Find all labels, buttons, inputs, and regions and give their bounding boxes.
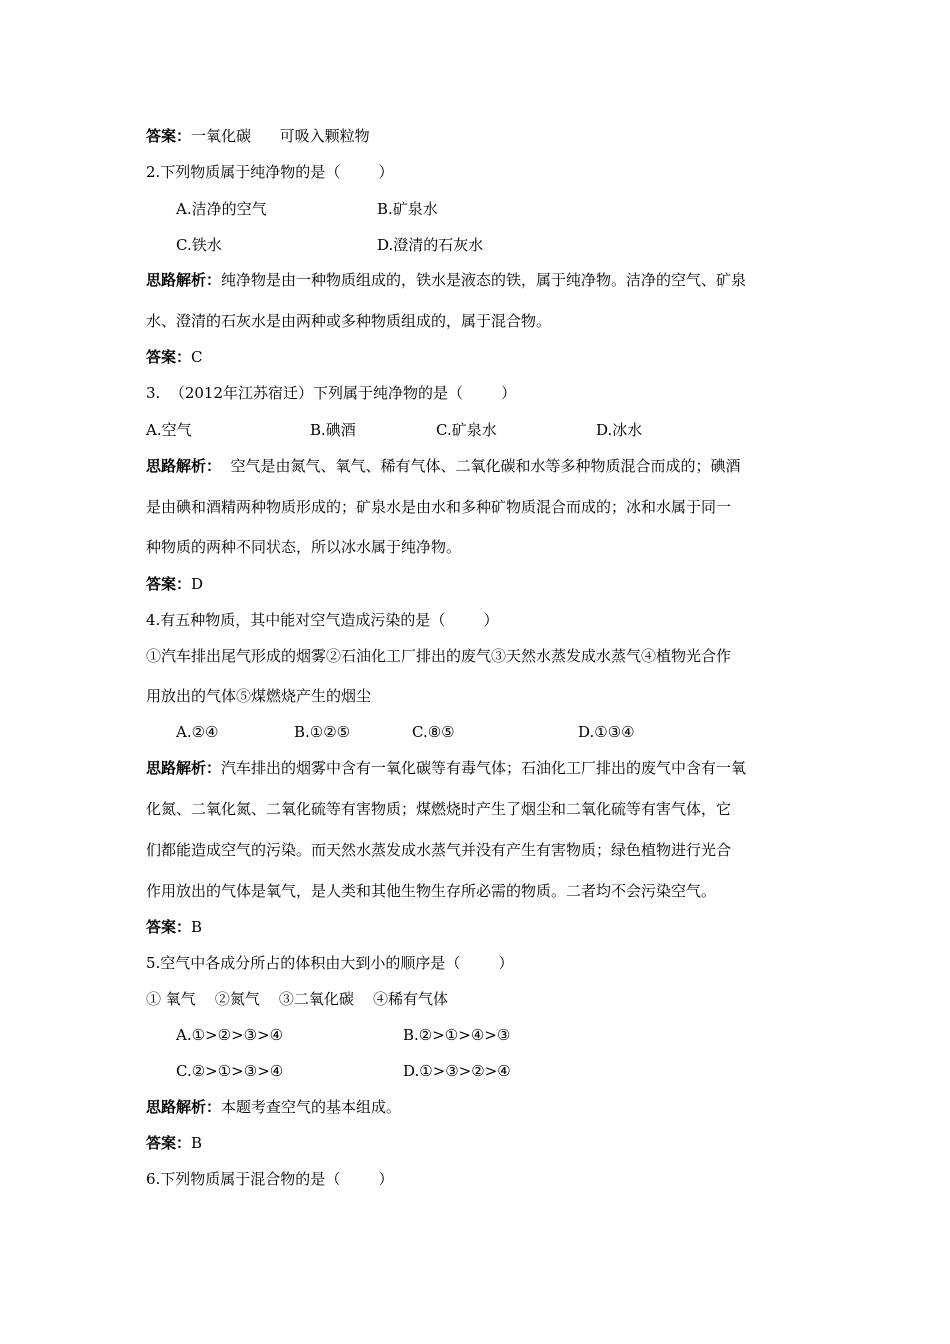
- q4-option-d: D.①③④: [578, 723, 635, 741]
- q5-option-a: A.①>②>③>④: [176, 1026, 284, 1044]
- q5-answer-line: [146, 1133, 202, 1153]
- q5-option-c: C.②>①>③>④: [176, 1062, 284, 1080]
- q5-items: ① 氧气 ②氮气 ③二氧化碳 ④稀有气体: [146, 990, 448, 1008]
- q6-stem: 6.下列物质属于混合物的是（ ）: [146, 1170, 394, 1188]
- q4-analysis-line-1: [146, 758, 746, 778]
- q3-option-c: C.矿泉水: [436, 421, 497, 439]
- q4-option-b: B.①②⑤: [294, 723, 351, 741]
- answer-text: B: [191, 918, 203, 936]
- q2-stem: 2.下列物质属于纯净物的是（ ）: [146, 163, 394, 181]
- analysis-text: 汽车排出的烟雾中含有一氧化碳等有毒气体；石油化工厂排出的废气中含有一氧: [221, 759, 747, 777]
- q4-analysis-line-4: 作用放出的气体是氧气，是人类和其他生物生存所必需的物质。二者均不会污染空气。: [146, 882, 717, 900]
- answer-label: 答案：: [146, 348, 192, 366]
- q4-analysis-line-2: 化氮、二氧化氮、二氧化硫等有害物质；煤燃烧时产生了烟尘和二氧化硫等有害气体，它: [146, 800, 732, 818]
- q2-analysis-line-1: [146, 270, 746, 290]
- q2-answer-line: [146, 347, 203, 367]
- q3-option-a: A.空气: [146, 421, 192, 439]
- answer-text: 一氧化碳 可吸入颗粒物: [191, 127, 370, 145]
- answer-label: 答案：: [146, 918, 192, 936]
- q1-answer-line: [146, 126, 370, 146]
- q4-items-line-1: ①汽车排出尾气形成的烟雾②石油化工厂排出的废气③天然水蒸发成水蒸气④植物光合作: [146, 647, 732, 665]
- q4-answer-line: [146, 917, 202, 937]
- answer-label: 答案：: [146, 127, 192, 145]
- q4-option-a: A.②④: [176, 723, 219, 741]
- answer-text: B: [191, 1134, 203, 1152]
- q5-option-d: D.①>③>②>④: [403, 1062, 511, 1080]
- q4-option-c: C.⑧⑤: [412, 723, 455, 741]
- q2-option-c: C.铁水: [176, 236, 222, 254]
- answer-label: 答案：: [146, 1134, 192, 1152]
- q2-option-d: D.澄清的石灰水: [377, 236, 484, 254]
- answer-label: 答案：: [146, 575, 192, 593]
- analysis-label: 思路解析：: [146, 1098, 222, 1116]
- q2-option-b: B.矿泉水: [377, 200, 438, 218]
- analysis-label: 思路解析：: [146, 271, 222, 289]
- q3-option-d: D.冰水: [596, 421, 643, 439]
- answer-text: C: [191, 348, 203, 366]
- answer-text: D: [191, 575, 204, 593]
- q3-analysis-line-1: [146, 456, 741, 476]
- q3-answer-line: [146, 574, 203, 594]
- analysis-label: 思路解析：: [146, 759, 222, 777]
- q2-option-a: A.洁净的空气: [176, 200, 267, 218]
- analysis-text: 本题考查空气的基本组成。: [221, 1098, 402, 1116]
- q4-stem: 4.有五种物质，其中能对空气造成污染的是（ ）: [146, 611, 499, 629]
- q4-analysis-line-3: 们都能造成空气的污染。而天然水蒸发成水蒸气并没有产生有害物质；绿色植物进行光合: [146, 841, 732, 859]
- q2-analysis-line-2: 水、澄清的石灰水是由两种或多种物质组成的，属于混合物。: [146, 312, 552, 330]
- q5-option-b: B.②>①>④>③: [403, 1026, 511, 1044]
- q3-option-b: B.碘酒: [310, 421, 356, 439]
- analysis-label: 思路解析：: [146, 457, 222, 475]
- q3-analysis-line-2: 是由碘和酒精两种物质形成的；矿泉水是由水和多种矿物质混合而成的；冰和水属于同一: [146, 498, 732, 516]
- q4-items-line-2: 用放出的气体⑤煤燃烧产生的烟尘: [146, 687, 372, 705]
- q3-analysis-line-3: 种物质的两种不同状态，所以冰水属于纯净物。: [146, 538, 462, 556]
- q5-stem: 5.空气中各成分所占的体积由大到小的顺序是（ ）: [146, 954, 514, 972]
- analysis-text: 空气是由氮气、氧气、稀有气体、二氧化碳和水等多种物质混合而成的；碘酒: [221, 457, 741, 475]
- q5-analysis-line: [146, 1097, 401, 1117]
- q3-stem: 3. （2012年江苏宿迁）下列属于纯净物的是（ ）: [146, 384, 517, 402]
- analysis-text: 纯净物是由一种物质组成的，铁水是液态的铁，属于纯净物。洁净的空气、矿泉: [221, 271, 747, 289]
